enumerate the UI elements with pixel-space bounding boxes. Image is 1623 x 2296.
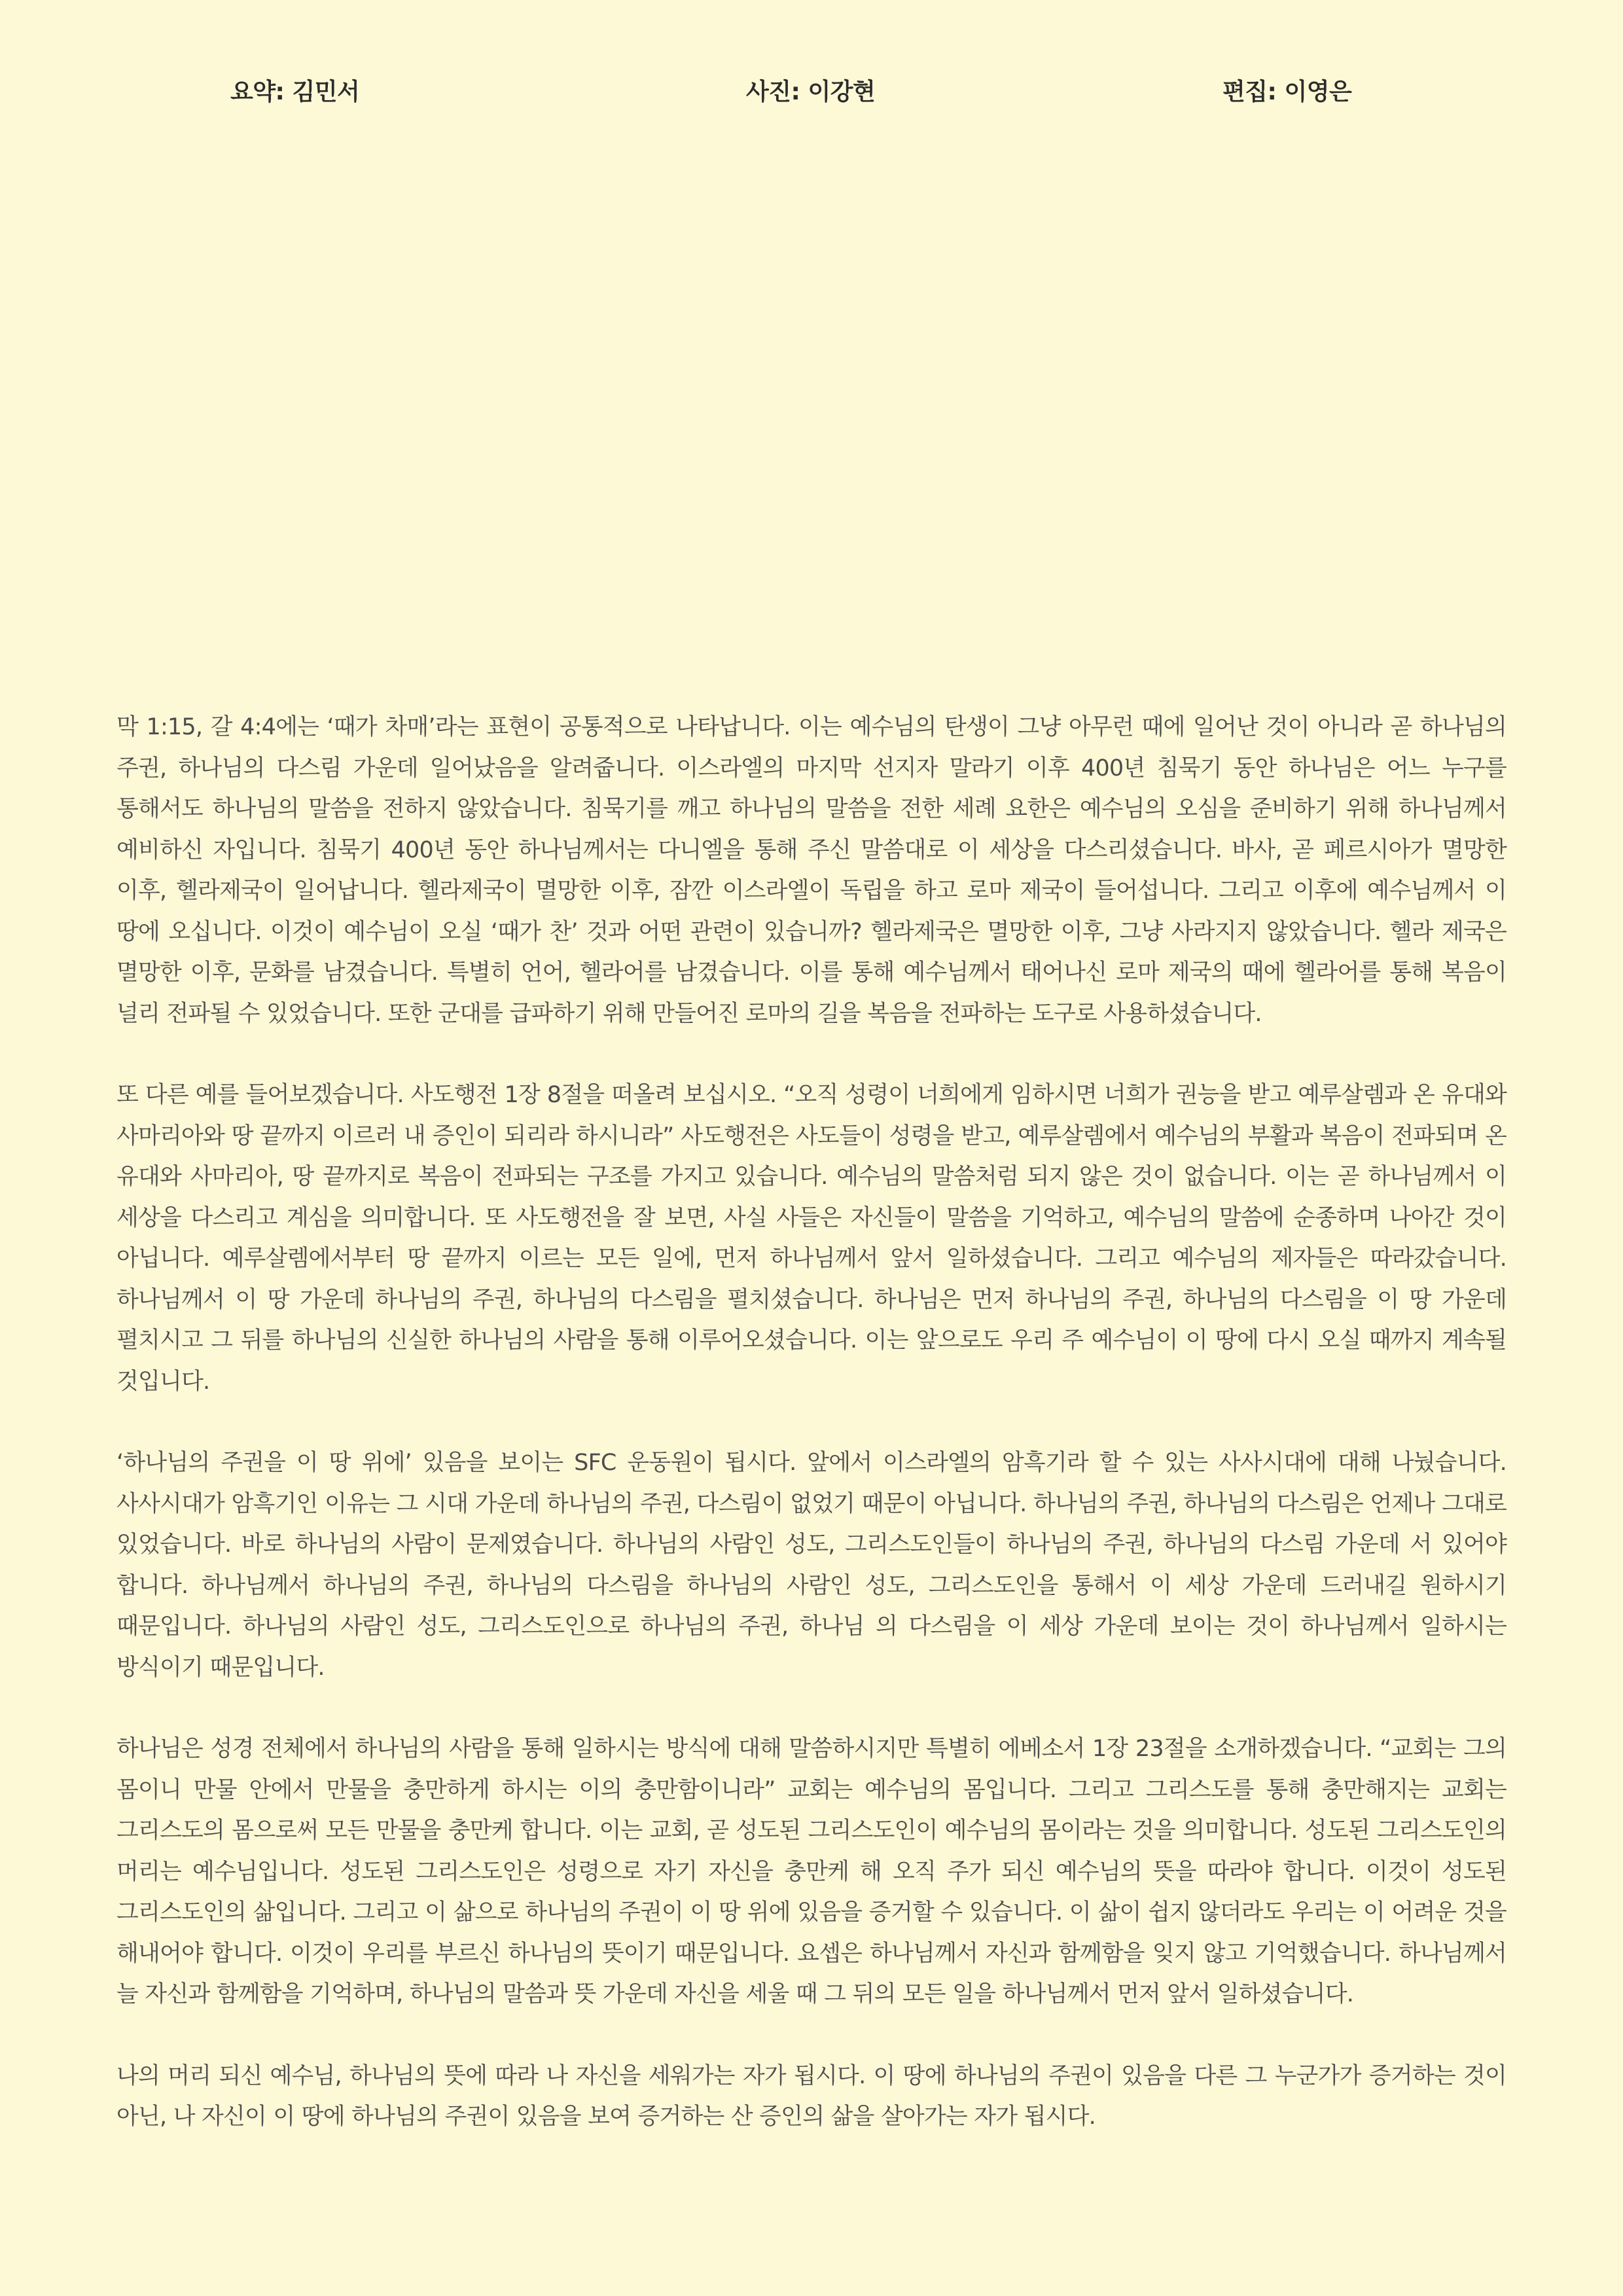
paragraph: 또 다른 예를 들어보겠습니다. 사도행전 1장 8절을 떠올려 보십시오. “오직 성령이 너희에게 임하시면 너희가 권능을 받고 예루살렘과 온 유대와 사마리아와 땅 끝까지 이르러 내 증인이 되리라 하시니라” 사도행전은 사도들이 성령을 받고, 예루살렘에서 예수님의 부활과 복음이 전파되며 온 유대와 사마리아, 땅 끝까지로 복음이 전파되는 구조를 가지고 있습니다. 예수님의 말씀처럼 되지 않은 것이 없습니다. 이는 곧 하나님께서 이 세상을 다스리고 계심을 의미합니다. 또 사도행전을 잘 보면, 사실 사들은 자신들이 말씀을 기억하고, 예수님의 말씀에 순종하며 나아간 것이 아닙니다. 예루살렘에서부터 땅 끝까지 이르는 모든 일에, 먼저 하나님께서 앞서 일하셨습니다. 그리고 예수님의 제자들은 따라갔습니다. 하나님께서 이 땅 가운데 하나님의 주권, 하나님의 다스림을 펼치셨습니다. 하나님은 먼저 하나님의 주권, 하나님의 다스림을 이 땅 가운데 펼치시고 그 뒤를 하나님의 신실한 하나님의 사람을 통해 이루어오셨습니다. 이는 앞으로도 우리 주 예수님이 이 땅에 다시 오실 때까지 계속될 것입니다. bbox=[116, 1082, 1507, 1395]
editor-credit: 편집: 이영은 bbox=[1222, 79, 1352, 105]
paragraph: ‘하나님의 주권을 이 땅 위에’ 있음을 보이는 SFC 운동원이 됩시다. 앞에서 이스라엘의 암흑기라 할 수 있는 사사시대에 대해 나눴습니다. 사사시대가 암흑기인 이유는 그 시대 가운데 하나님의 주권, 다스림이 없었기 때문이 아닙니다. 하나님의 주권, 하나님의 다스림은 언제나 그대로 있었습니다. 바로 하나님의 사람이 문제였습니다. 하나님의 사람인 성도, 그리스도인들이 하나님의 주권, 하나님의 다스림 가운데 서 있어야 합니다. 하나님께서 하나님의 주권, 하나님의 다스림을 하나님의 사람인 성도, 그리스도인을 통해서 이 세상 가운데 드러내길 원하시기 때문입니다. 하나님의 사람인 성도, 그리스도인으로 하나님의 주권, 하나님 의 다스림을 이 세상 가운데 보이는 것이 하나님께서 일하시는 방식이기 때문입니다. bbox=[116, 1450, 1507, 1681]
paragraph: 막 1:15, 갈 4:4에는 ‘때가 차매’라는 표현이 공통적으로 나타납니다. 이는 예수님의 탄생이 그냥 아무런 때에 일어난 것이 아니라 곧 하나님의 주권, 하나님의 다스림 가운데 일어났음을 알려줍니다. 이스라엘의 마지막 선지자 말라기 이후 400년 침묵기 동안 하나님은 어느 누구를 통해서도 하나님의 말씀을 전하지 않았습니다. 침묵기를 깨고 하나님의 말씀을 전한 세례 요한은 예수님의 오심을 준비하기 위해 하나님께서 예비하신 자입니다. 침묵기 400년 동안 하나님께서는 다니엘을 통해 주신 말씀대로 이 세상을 다스리셨습니다. 바사, 곧 페르시아가 멸망한 이후, 헬라제국이 일어납니다. 헬라제국이 멸망한 이후, 잠깐 이스라엘이 독립을 하고 로마 제국이 들어섭니다. 그리고 이후에 예수님께서 이 땅에 오십니다. 이것이 예수님이 오실 ‘때가 찬’ 것과 어떤 관련이 있습니까? 헬라제국은 멸망한 이후, 그냥 사라지지 않았습니다. 헬라 제국은 멸망한 이후, 문화를 남겼습니다. 특별히 언어, 헬라어를 남겼습니다. 이를 통해 예수님께서 태어나신 로마 제국의 때에 헬라어를 통해 복음이 널리 전파될 수 있었습니다. 또한 군대를 급파하기 위해 만들어진 로마의 길을 복음을 전파하는 도구로 사용하셨습니다. bbox=[116, 714, 1507, 1027]
article-body bbox=[116, 707, 1507, 2178]
credits-header bbox=[0, 73, 1623, 106]
paragraph: 나의 머리 되신 예수님, 하나님의 뜻에 따라 나 자신을 세워가는 자가 됩시다. 이 땅에 하나님의 주권이 있음을 다른 그 누군가가 증거하는 것이 아닌, 나 자신이 이 땅에 하나님의 주권이 있음을 보여 증거하는 산 증인의 삶을 살아가는 자가 됩시다. bbox=[116, 2062, 1507, 2130]
photo-credit: 사진: 이강현 bbox=[746, 79, 876, 105]
paragraph: 하나님은 성경 전체에서 하나님의 사람을 통해 일하시는 방식에 대해 말씀하시지만 특별히 에베소서 1장 23절을 소개하겠습니다. “교회는 그의 몸이니 만물 안에서 만물을 충만하게 하시는 이의 충만함이니라” 교회는 예수님의 몸입니다. 그리고 그리스도를 통해 충만해지는 교회는 그리스도의 몸으로써 모든 만물을 충만케 합니다. 이는 교회, 곧 성도된 그리스도인이 예수님의 몸이라는 것을 의미합니다. 성도된 그리스도인의 머리는 예수님입니다. 성도된 그리스도인은 성령으로 자기 자신을 충만케 해 오직 주가 되신 예수님의 뜻을 따라야 합니다. 이것이 성도된 그리스도인의 삶입니다. 그리고 이 삶으로 하나님의 주권이 이 땅 위에 있음을 증거할 수 있습니다. 이 삶이 쉽지 않더라도 우리는 이 어려운 것을 해내어야 합니다. 이것이 우리를 부르신 하나님의 뜻이기 때문입니다. 요셉은 하나님께서 자신과 함께함을 잊지 않고 기억했습니다. 하나님께서 늘 자신과 함께함을 기억하며, 하나님의 말씀과 뜻 가운데 자신을 세울 때 그 뒤의 모든 일을 하나님께서 먼저 앞서 일하셨습니다. bbox=[116, 1736, 1507, 2007]
summary-credit: 요약: 김민서 bbox=[230, 79, 360, 105]
